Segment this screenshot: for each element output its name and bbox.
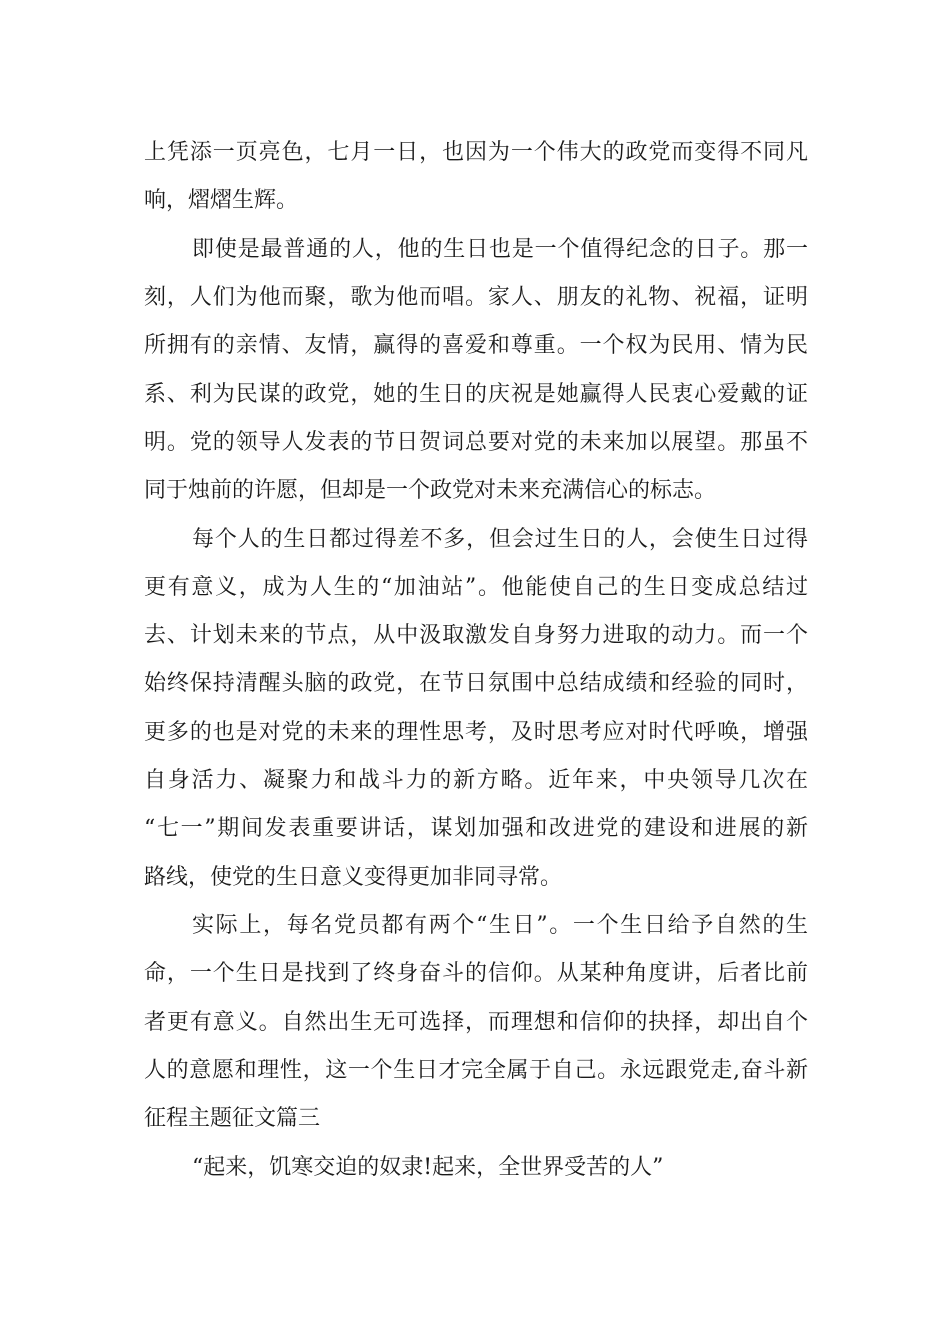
paragraph-start-line: 即使是最普通的人，他的生日也是一个值得纪念的日子。那一	[192, 237, 808, 262]
text-line: 人的意愿和理性，这一个生日才完全属于自己。永远跟党走,奋斗新	[144, 1058, 808, 1083]
text-line: 更有意义，成为人生的“加油站”。他能使自己的生日变成总结过	[144, 575, 808, 600]
section-heading-line: 征程主题征文篇三	[144, 1106, 321, 1131]
text-line: 始终保持清醒头脑的政党，在节日氛围中总结成绩和经验的同时，	[144, 671, 808, 696]
text-line: 系、利为民谋的政党，她的生日的庆祝是她赢得人民衷心爱戴的证	[144, 382, 808, 407]
paragraph-start-line: 实际上，每名党员都有两个“生日”。一个生日给予自然的生	[192, 913, 808, 938]
text-line: 更多的也是对党的未来的理性思考，及时思考应对时代呼唤，增强	[144, 720, 808, 745]
text-line: 命，一个生日是找到了终身奋斗的信仰。从某种角度讲，后者比前	[144, 961, 808, 986]
text-line: 去、计划未来的节点，从中汲取激发自身努力进取的动力。而一个	[144, 623, 808, 648]
text-line: 自身活力、凝聚力和战斗力的新方略。近年来，中央领导几次在	[144, 768, 808, 793]
text-line: 路线，使党的生日意义变得更加非同寻常。	[144, 865, 563, 890]
text-line: 上凭添一页亮色，七月一日，也因为一个伟大的政党而变得不同凡	[144, 140, 808, 165]
quote-line: “起来，饥寒交迫的奴隶!起来，全世界受苦的人”	[192, 1155, 664, 1180]
text-line: “七一”期间发表重要讲话，谋划加强和改进党的建设和进展的新	[144, 816, 808, 841]
text-line: 者更有意义。自然出生无可选择，而理想和信仰的抉择，却出自个	[144, 1010, 808, 1035]
text-line: 所拥有的亲情、友情，赢得的喜爱和尊重。一个权为民用、情为民	[144, 333, 808, 358]
paragraph-start-line: 每个人的生日都过得差不多，但会过生日的人，会使生日过得	[192, 527, 808, 552]
text-line: 响，熠熠生辉。	[144, 188, 299, 213]
text-line: 明。党的领导人发表的节日贺词总要对党的未来加以展望。那虽不	[144, 430, 808, 455]
text-line: 同于烛前的许愿，但却是一个政党对未来充满信心的标志。	[144, 478, 717, 503]
text-line: 刻，人们为他而聚，歌为他而唱。家人、朋友的礼物、祝福，证明	[144, 285, 808, 310]
